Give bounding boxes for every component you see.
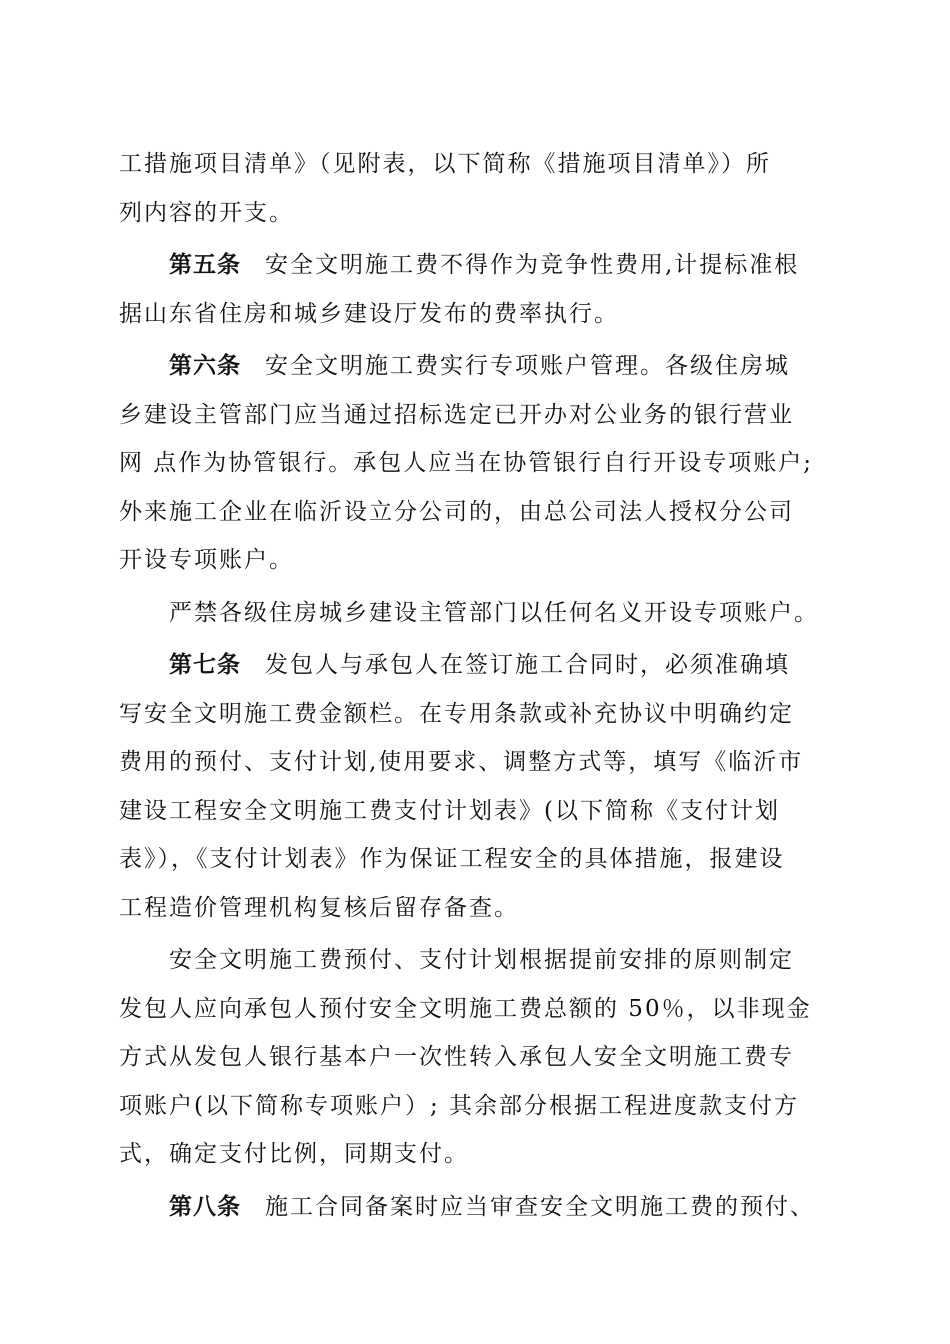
text-line: 方式从发包人银行基本户一次性转入承包人安全文明施工费专 — [119, 1044, 794, 1070]
text-line: 式，确定支付比例，同期支付。 — [119, 1141, 469, 1167]
text-line: 工程造价管理机构复核后留存备查。 — [119, 894, 519, 921]
article-heading: 第八条 — [169, 1192, 241, 1220]
text-span: 安全文明施工费实行专项账户管理。各级住房城 — [265, 353, 790, 379]
text-line — [119, 641, 834, 690]
article-heading: 第五条 — [169, 251, 241, 278]
text-line: 项账户(以下简称专项账户）; 其余部分根据工程进度款支付方 — [119, 1092, 800, 1119]
paragraph-article-7-payment — [119, 936, 834, 1179]
text-line: 建设工程安全文明施工费支付计划表》(以下简称《支付计划 — [119, 797, 780, 824]
paragraph-article-6-prohibition — [119, 589, 834, 638]
text-span: 发包人与承包人在签订施工合同时，必须准确填 — [265, 652, 790, 678]
text-line — [119, 1183, 834, 1232]
paragraph-article-6 — [119, 342, 834, 585]
text-line — [119, 342, 834, 391]
text-span: 安全文明施工费不得作为竞争性费用,计提标准根 — [265, 252, 800, 278]
document-body — [119, 140, 834, 1231]
paragraph-measures-list — [119, 140, 834, 237]
article-heading: 第六条 — [169, 352, 241, 379]
text-line — [119, 241, 834, 290]
text-line: 网 点作为协管银行。承包人应当在协管银行自行开设专项账户; — [119, 450, 814, 476]
text-line: 表》），《支付计划表》作为保证工程安全的具体措施，报建设 — [119, 846, 785, 872]
paragraph-article-5 — [119, 241, 834, 338]
text-line: 严禁各级住房城乡建设主管部门以任何名义开设专项账户。 — [169, 599, 819, 626]
text-line: 发包人应向承包人预付安全文明施工费总额的 50％，以非现金 — [119, 995, 812, 1022]
text-line: 费用的预付、支付计划,使用要求、调整方式等，填写《临沂市 — [119, 749, 804, 775]
paragraph-article-7 — [119, 641, 834, 932]
text-line: 安全文明施工费预付、支付计划根据提前安排的原则制定 — [169, 947, 794, 973]
text-line: 乡建设主管部门应当通过招标选定已开办对公业务的银行营业 — [119, 401, 794, 428]
text-line: 写安全文明施工费金额栏。在专用条款或补充协议中明确约定 — [119, 700, 794, 727]
text-span: 施工合同备案时应当审查安全文明施工费的预付、 — [265, 1193, 815, 1220]
text-line: 工措施项目清单》（见附表，以下简称《措施项目清单》）所 — [119, 151, 771, 177]
text-line: 列内容的开支。 — [119, 199, 294, 226]
article-heading: 第七条 — [169, 651, 241, 678]
text-line: 据山东省住房和城乡建设厅发布的费率执行。 — [119, 300, 619, 327]
paragraph-article-8 — [119, 1183, 834, 1232]
text-line: 外来施工企业在临沂设立分公司的，由总公司法人授权分公司 — [119, 498, 794, 525]
text-line: 开设专项账户。 — [119, 547, 294, 573]
